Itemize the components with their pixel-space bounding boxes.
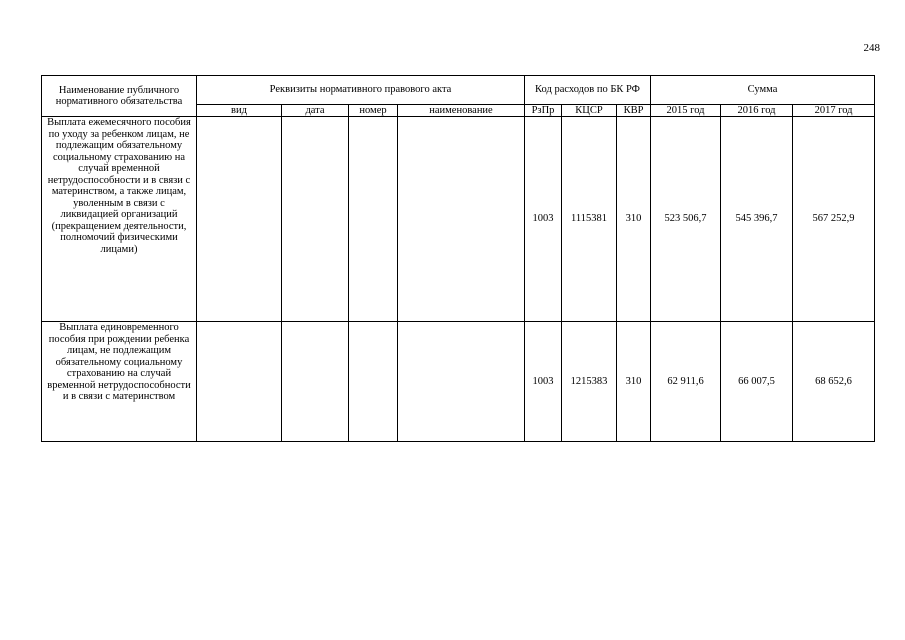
row-kcsr: 1115381	[562, 117, 617, 322]
header-naimenovanie: наименование	[398, 105, 525, 117]
row-vid	[197, 322, 282, 442]
header-nomer: номер	[349, 105, 398, 117]
row-rzpr: 1003	[525, 117, 562, 322]
row-data	[282, 322, 349, 442]
header-vid: вид	[197, 105, 282, 117]
header-2017: 2017 год	[793, 105, 875, 117]
header-rzpr: РзПр	[525, 105, 562, 117]
row-sum-2017: 567 252,9	[793, 117, 875, 322]
row-name: Выплата ежемесячного пособия по уходу за ребенком лицам, не подлежащим обязательному социальному страхованию на случай временной нетрудоспособности и в связи с материнством, а также лицам, уволенным в связи с ликвидацией организаций (прекращением деятельности, полномочий физическими лицами)	[42, 117, 197, 322]
row-sum-2015: 523 506,7	[651, 117, 721, 322]
header-requisites: Реквизиты нормативного правового акта	[197, 76, 525, 105]
table-row	[42, 117, 875, 322]
header-name: Наименование публичного нормативного обязательства	[42, 76, 197, 117]
row-data	[282, 117, 349, 322]
row-nomer	[349, 117, 398, 322]
header-kvr: КВР	[617, 105, 651, 117]
header-2015: 2015 год	[651, 105, 721, 117]
row-kcsr: 1215383	[562, 322, 617, 442]
header-data: дата	[282, 105, 349, 117]
header-2016: 2016 год	[721, 105, 793, 117]
row-sum-2017: 68 652,6	[793, 322, 875, 442]
page-number: 248	[863, 42, 880, 54]
header-row-top	[42, 76, 875, 105]
row-kvr: 310	[617, 117, 651, 322]
row-vid	[197, 117, 282, 322]
row-nomer	[349, 322, 398, 442]
row-kvr: 310	[617, 322, 651, 442]
obligations-table	[41, 75, 875, 442]
row-sum-2016: 545 396,7	[721, 117, 793, 322]
row-name: Выплата единовременного пособия при рождении ребенка лицам, не подлежащим обязательному социальному страхованию на случай временной нетрудоспособности и в связи с материнством	[42, 322, 197, 442]
table-row	[42, 322, 875, 442]
row-rzpr: 1003	[525, 322, 562, 442]
row-sum-2015: 62 911,6	[651, 322, 721, 442]
row-naimenovanie	[398, 322, 525, 442]
header-kcsr: КЦСР	[562, 105, 617, 117]
header-budget-code: Код расходов по БК РФ	[525, 76, 651, 105]
row-sum-2016: 66 007,5	[721, 322, 793, 442]
row-naimenovanie	[398, 117, 525, 322]
header-sum: Сумма	[651, 76, 875, 105]
